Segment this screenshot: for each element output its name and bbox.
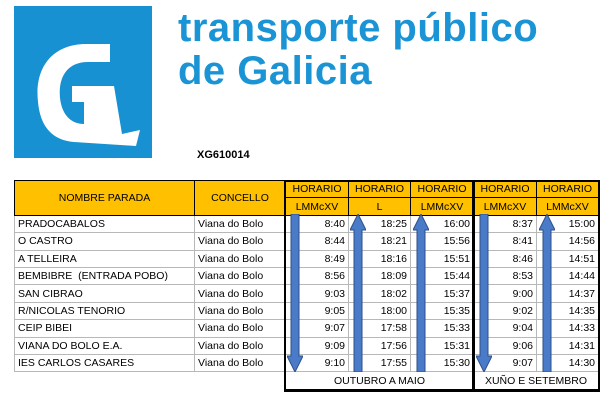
table-row <box>15 337 599 354</box>
time-cell: 15:37 <box>411 285 474 302</box>
galicia-transport-logo <box>14 6 152 158</box>
time-cell: 18:25 <box>349 215 411 232</box>
header-days: LMMcXV <box>286 198 349 215</box>
time-cell: 8:46 <box>474 250 537 267</box>
stop-name: VIANA DO BOLO E.A. <box>15 337 195 354</box>
brand-title-line1: transporte público <box>178 6 539 50</box>
header-days: LMMcXV <box>474 198 537 215</box>
time-cell: 17:56 <box>349 337 411 354</box>
direction-up-arrow-icon <box>350 214 366 372</box>
council-name: Viana do Bolo <box>195 233 286 250</box>
period-label-winter: OUTUBRO A MAIO <box>286 372 474 390</box>
header-horario: HORARIO <box>349 181 411 198</box>
council-name: Viana do Bolo <box>195 320 286 337</box>
time-cell: 14:37 <box>537 285 599 302</box>
header-horario: HORARIO <box>537 181 599 198</box>
time-cell: 15:30 <box>411 354 474 371</box>
time-cell: 9:06 <box>474 337 537 354</box>
header-horario: HORARIO <box>411 181 474 198</box>
time-cell: 14:31 <box>537 337 599 354</box>
time-cell: 14:51 <box>537 250 599 267</box>
header-days: LMMcXV <box>537 198 599 215</box>
table-row <box>15 354 599 371</box>
time-cell: 14:56 <box>537 233 599 250</box>
time-cell: 18:09 <box>349 267 411 284</box>
route-code: XG610014 <box>197 149 250 161</box>
time-cell: 8:40 <box>286 215 349 232</box>
stop-name: O CASTRO <box>15 233 195 250</box>
time-cell: 9:09 <box>286 337 349 354</box>
time-cell: 14:30 <box>537 354 599 371</box>
time-cell: 9:00 <box>474 285 537 302</box>
time-cell: 15:44 <box>411 267 474 284</box>
header-stop: NOMBRE PARADA <box>15 181 195 216</box>
time-cell: 8:56 <box>286 267 349 284</box>
stop-name: CEIP BIBEI <box>15 320 195 337</box>
time-cell: 15:56 <box>411 233 474 250</box>
table-row <box>15 233 599 250</box>
time-cell: 9:10 <box>286 354 349 371</box>
time-cell: 9:02 <box>474 302 537 319</box>
stop-name: A TELLEIRA <box>15 250 195 267</box>
table-row <box>15 250 599 267</box>
time-cell: 9:07 <box>286 320 349 337</box>
council-name: Viana do Bolo <box>195 267 286 284</box>
header-horario: HORARIO <box>474 181 537 198</box>
direction-up-arrow-icon <box>413 214 429 372</box>
period-row <box>15 372 599 390</box>
stop-name: SAN CIBRAO <box>15 285 195 302</box>
time-cell: 15:33 <box>411 320 474 337</box>
time-cell: 14:33 <box>537 320 599 337</box>
council-name: Viana do Bolo <box>195 354 286 371</box>
council-name: Viana do Bolo <box>195 250 286 267</box>
g-arrow-icon <box>14 6 152 158</box>
time-cell: 18:02 <box>349 285 411 302</box>
table-row <box>15 302 599 319</box>
direction-down-arrow-icon <box>476 214 492 372</box>
table-row <box>15 320 599 337</box>
time-cell: 14:35 <box>537 302 599 319</box>
period-label-summer: XUÑO E SETEMBRO <box>474 372 599 390</box>
direction-up-arrow-icon <box>539 214 555 372</box>
header-council: CONCELLO <box>195 181 286 216</box>
direction-down-arrow-icon <box>287 214 303 372</box>
council-name: Viana do Bolo <box>195 215 286 232</box>
brand-title-line2: de Galicia <box>178 49 372 93</box>
stop-name: PRADOCABALOS <box>15 215 195 232</box>
time-cell: 9:05 <box>286 302 349 319</box>
stop-name: BEMBIBRE (ENTRADA POBO) <box>15 267 195 284</box>
time-cell: 17:55 <box>349 354 411 371</box>
time-cell: 15:35 <box>411 302 474 319</box>
time-cell: 9:03 <box>286 285 349 302</box>
time-cell: 17:58 <box>349 320 411 337</box>
time-cell: 16:00 <box>411 215 474 232</box>
time-cell: 8:49 <box>286 250 349 267</box>
table-row <box>15 285 599 302</box>
stop-name: IES CARLOS CASARES <box>15 354 195 371</box>
time-cell: 8:53 <box>474 267 537 284</box>
time-cell: 14:44 <box>537 267 599 284</box>
header-horario: HORARIO <box>286 181 349 198</box>
council-name: Viana do Bolo <box>195 285 286 302</box>
time-cell: 18:21 <box>349 233 411 250</box>
time-cell: 9:07 <box>474 354 537 371</box>
table-row <box>15 267 599 284</box>
header-days: LMMcXV <box>411 198 474 215</box>
time-cell: 8:44 <box>286 233 349 250</box>
time-cell: 18:00 <box>349 302 411 319</box>
header-row-1 <box>15 181 599 198</box>
time-cell: 15:31 <box>411 337 474 354</box>
time-cell: 8:41 <box>474 233 537 250</box>
table-row <box>15 215 599 232</box>
schedule-table <box>14 180 599 390</box>
header-days: L <box>349 198 411 215</box>
council-name: Viana do Bolo <box>195 302 286 319</box>
time-cell: 9:04 <box>474 320 537 337</box>
stop-name: R/NICOLAS TENORIO <box>15 302 195 319</box>
time-cell: 8:37 <box>474 215 537 232</box>
time-cell: 15:51 <box>411 250 474 267</box>
time-cell: 15:00 <box>537 215 599 232</box>
time-cell: 18:16 <box>349 250 411 267</box>
council-name: Viana do Bolo <box>195 337 286 354</box>
